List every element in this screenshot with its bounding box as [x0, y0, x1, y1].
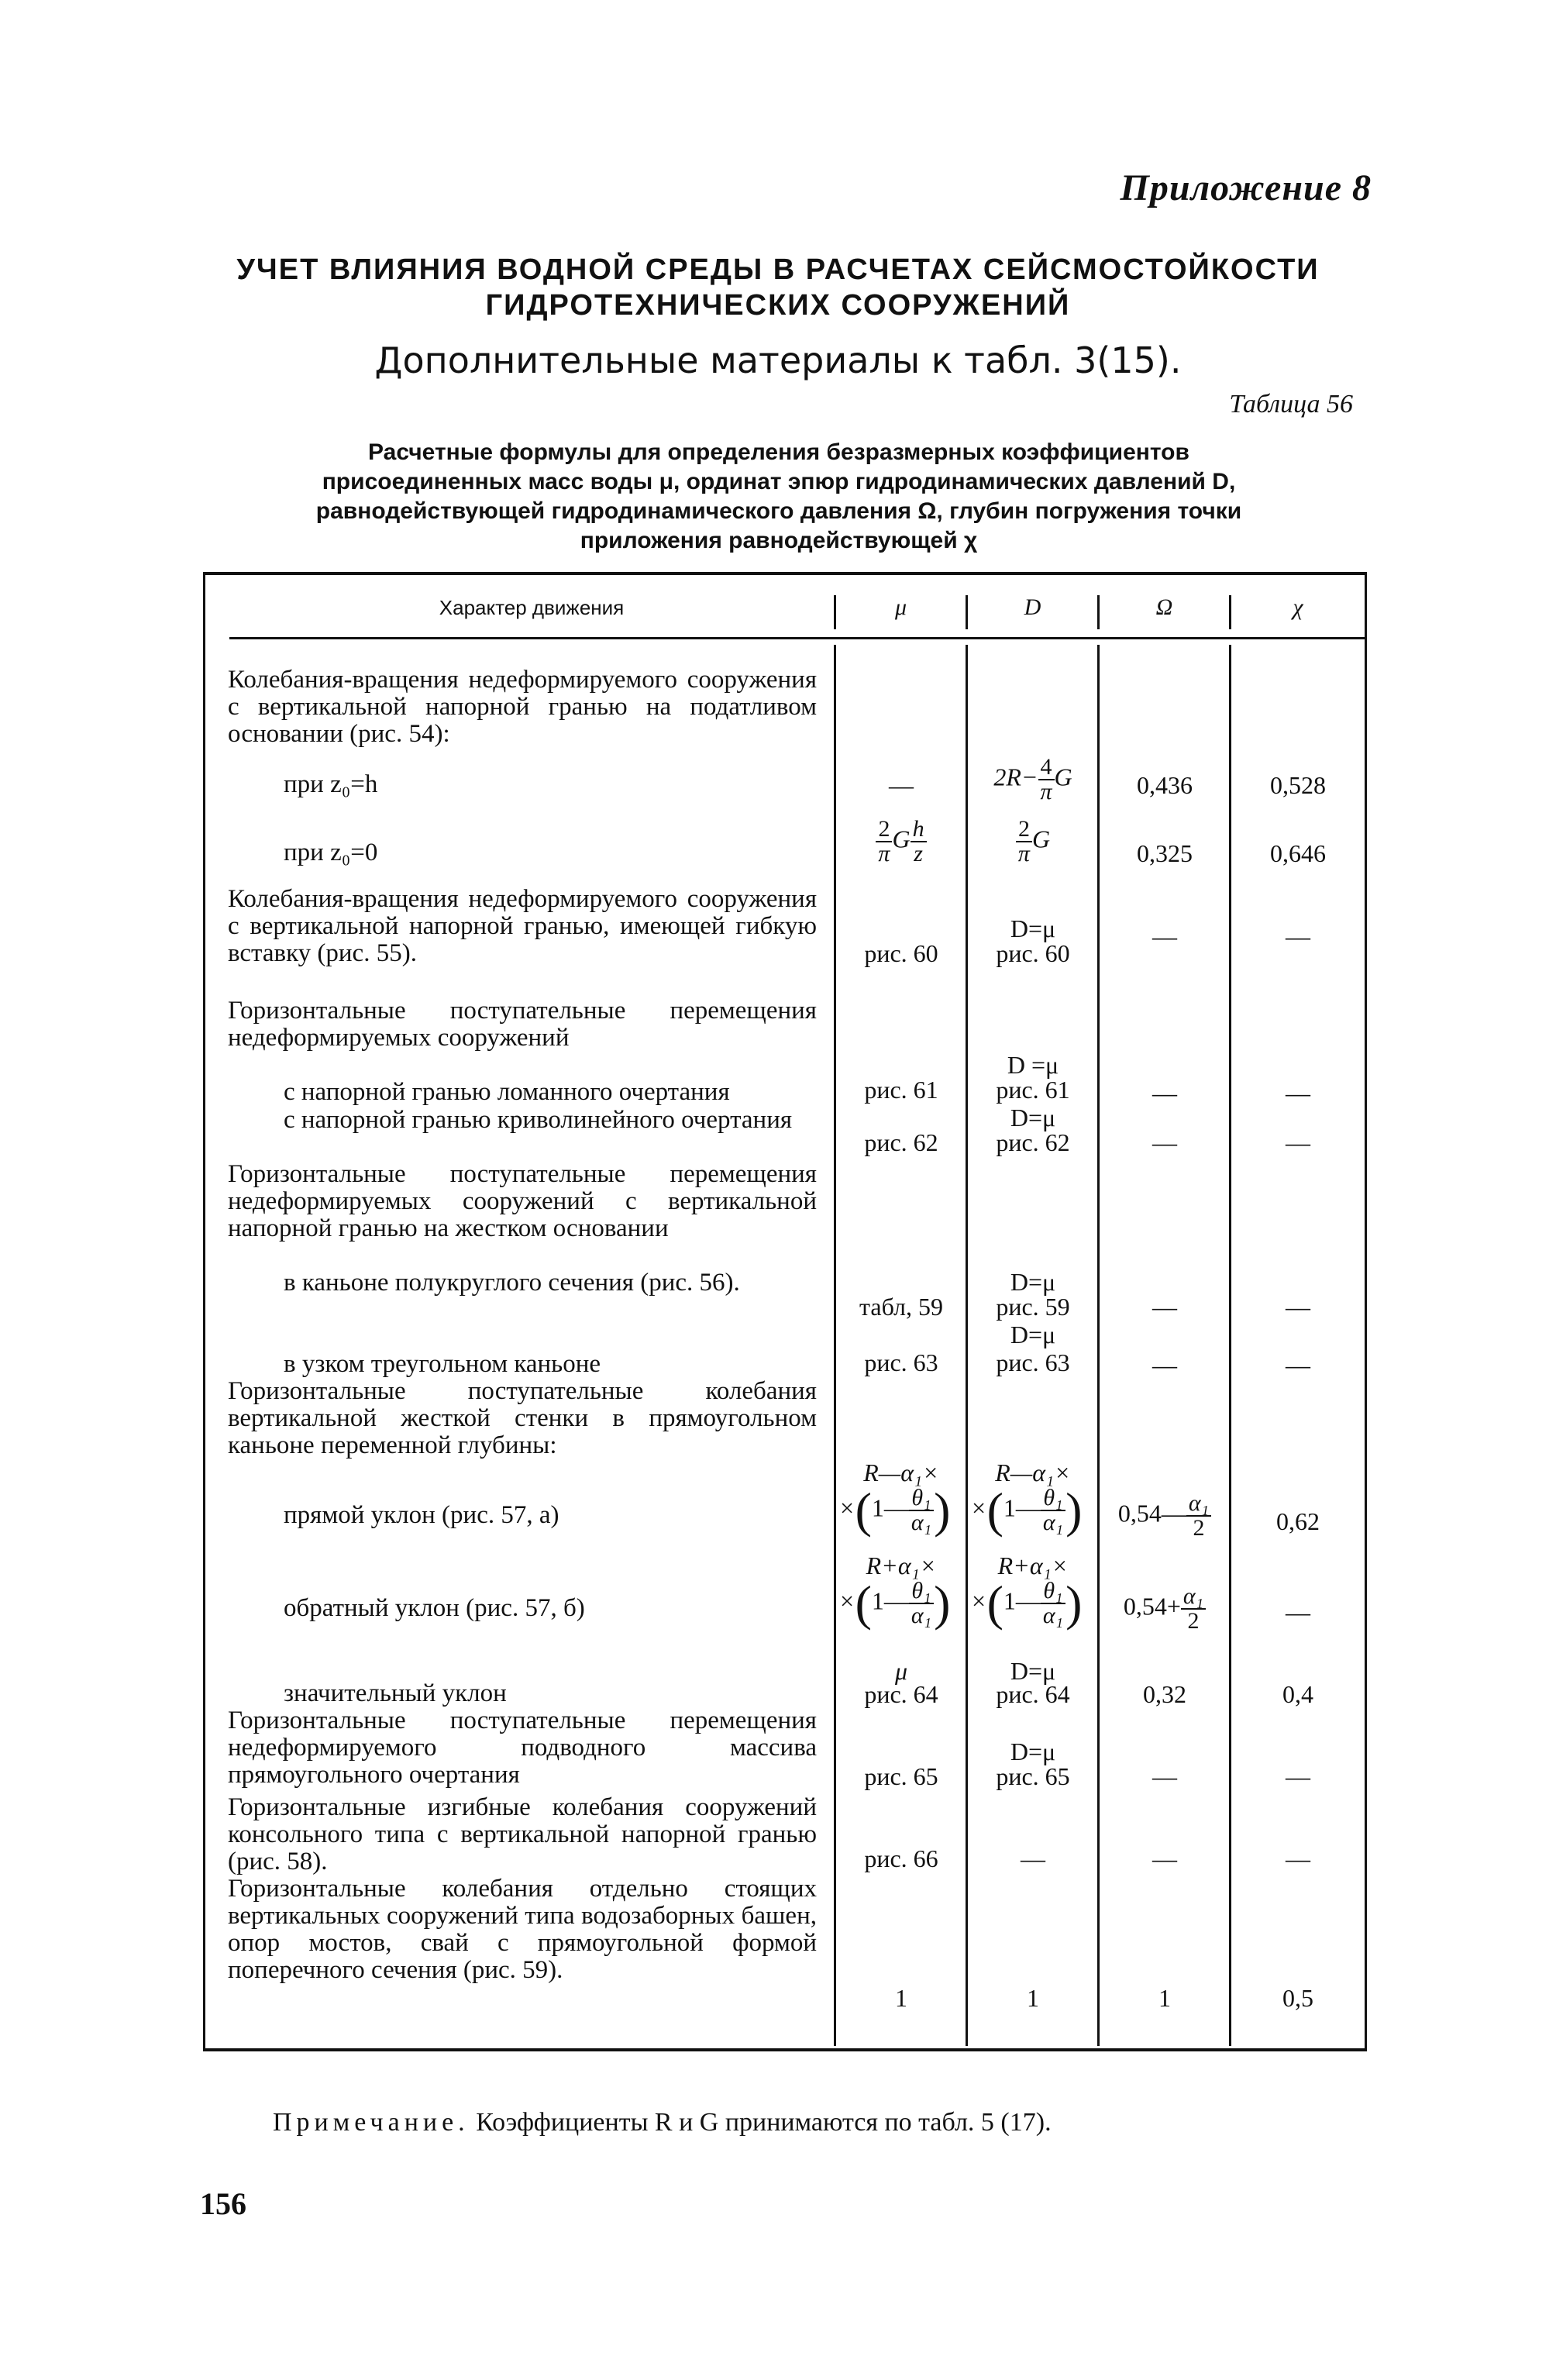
omega-formula — [1100, 1492, 1229, 1540]
chi-value: — — [1286, 1293, 1310, 1321]
row-description: Колебания-вращения недеформируемого сооружения с вертикальной напорной гранью на податливом основании (рис. 54): — [228, 666, 817, 748]
mu-value: рис. 65 — [864, 1762, 938, 1790]
D-value: рис. 63 — [996, 1348, 1070, 1376]
D-value: рис. 59 — [996, 1293, 1070, 1321]
mu-expr-part: G — [892, 825, 911, 853]
fraction-numerator: 4 — [1038, 756, 1055, 780]
chi-value: 0,4 — [1282, 1680, 1313, 1708]
D-value: рис. 64 — [996, 1680, 1070, 1708]
one-minus: 1— — [871, 1586, 909, 1615]
D-formula: D=μ — [1010, 1268, 1056, 1296]
chi-value: 0,62 — [1276, 1507, 1320, 1535]
mu-formula — [838, 1483, 967, 1538]
mu-value: рис. 66 — [864, 1844, 938, 1872]
row-description: Горизонтальные колебания отдельно стоящих вертикальных сооружений типа водозаборных башен, опор мостов, свай с прямоугольной формой поперечного сечения (рис. 59). — [228, 1875, 817, 1984]
one-minus: 1— — [1003, 1586, 1041, 1615]
D-value — [969, 756, 1097, 804]
fraction — [1041, 1486, 1065, 1534]
row-description: с напорной гранью ломанного очертания — [284, 1078, 730, 1106]
chi-value: 0,528 — [1270, 771, 1326, 799]
mu-value: — — [889, 771, 914, 799]
fraction — [1038, 756, 1055, 804]
row-description: Горизонтальные поступательные перемещения недеформируемых сооружений с вертикальной напорной гранью на жестком основании — [228, 1160, 817, 1242]
fraction — [1186, 1492, 1211, 1540]
fraction-numerator: 2 — [1016, 818, 1032, 842]
chi-value: 0,5 — [1282, 1984, 1313, 2012]
page-number: 156 — [200, 2186, 246, 2221]
fraction-denominator: π — [1017, 841, 1030, 866]
omega-value: — — [1152, 1351, 1177, 1379]
mu-value: рис. 62 — [864, 1128, 938, 1156]
omega-formula — [1100, 1585, 1229, 1633]
omega-expr-part: 0,54+ — [1123, 1592, 1181, 1621]
D-value: рис. 61 — [996, 1076, 1070, 1104]
D-value: 1 — [1027, 1984, 1039, 2012]
paren-open: ( — [855, 1483, 872, 1538]
document-subtitle: Дополнительные материалы к табл. 3(15). — [374, 339, 1182, 381]
fraction — [1181, 1585, 1206, 1633]
column-divider — [834, 645, 836, 2046]
chi-value: — — [1286, 1844, 1310, 1872]
column-divider — [1097, 645, 1100, 2046]
fraction-numerator: α₁ — [1186, 1492, 1211, 1517]
mu-value: рис. 63 — [864, 1348, 938, 1376]
row-description: с напорной гранью криволинейного очертания — [284, 1106, 793, 1134]
chi-value: — — [1286, 1598, 1310, 1626]
paren-close: ) — [1065, 1483, 1083, 1538]
D-formula: D=μ — [1010, 914, 1056, 942]
row-description: в каньоне полукруглого сечения (рис. 56). — [284, 1269, 740, 1297]
paren-open: ( — [986, 1483, 1003, 1538]
row-description: Горизонтальные поступательные колебания вертикальной жесткой стенки в прямоугольном каньоне переменной глубины: — [228, 1377, 817, 1459]
omega-value: — — [1152, 1128, 1177, 1156]
column-divider — [1229, 645, 1231, 2046]
fraction-denominator: 2 — [1187, 1608, 1200, 1634]
D-expr-part: 2R− — [993, 763, 1038, 791]
row-description: при z₀=0 — [284, 839, 378, 866]
mu-value: рис. 64 — [864, 1680, 938, 1708]
table-label: Таблица 56 — [1229, 390, 1353, 418]
mu-formula: μ — [894, 1657, 908, 1685]
table-bottom-rule — [203, 2048, 1367, 2051]
fraction-denominator: α₁ — [911, 1603, 932, 1628]
D-formula: D=μ — [1010, 1321, 1056, 1348]
fraction-denominator: 2 — [1193, 1515, 1205, 1541]
fraction-numerator: θ₁ — [909, 1579, 934, 1604]
omega-value: 0,325 — [1137, 839, 1193, 867]
header-character-of-motion: Характер движения — [439, 596, 625, 619]
paren-open: ( — [855, 1576, 872, 1631]
row-description: обратный уклон (рис. 57, б) — [284, 1594, 585, 1622]
omega-value: — — [1152, 1079, 1177, 1107]
mu-value: рис. 60 — [864, 939, 938, 967]
paren-close: ) — [934, 1483, 951, 1538]
paren-open: ( — [986, 1576, 1003, 1631]
fraction — [909, 1486, 934, 1534]
row-description: Горизонтальные поступательные перемещения недеформируемых сооружений — [228, 997, 817, 1052]
table-right-border — [1365, 573, 1367, 2050]
fraction — [876, 818, 892, 866]
chi-value: 0,646 — [1270, 839, 1326, 867]
D-value: рис. 60 — [996, 939, 1070, 967]
omega-value: — — [1152, 1844, 1177, 1872]
times-sign: × — [838, 1586, 855, 1615]
chi-value: — — [1286, 1079, 1310, 1107]
D-formula: D =μ — [1007, 1051, 1059, 1079]
row-description: Горизонтальные изгибные колебания сооружений консольного типа с вертикальной напорной гранью (рис. 58). — [228, 1793, 817, 1875]
D-formula — [970, 1483, 1099, 1538]
table-caption-line: равнодействующей гидродинамического давления Ω, глубин погружения точки — [315, 498, 1242, 524]
note-text: Коэффициенты R и G принимаются по табл. 5 (17). — [469, 2108, 1052, 2137]
D-expr-part: G — [1054, 763, 1072, 791]
mu-formula — [838, 1576, 967, 1631]
document-title-line1: УЧЕТ ВЛИЯНИЯ ВОДНОЙ СРЕДЫ В РАСЧЕТАХ СЕЙСМОСТОЙКОСТИ — [236, 253, 1320, 286]
D-formula: D=μ — [1010, 1738, 1056, 1765]
row-description: прямой уклон (рис. 57, а) — [284, 1501, 559, 1529]
table-caption-line: присоединенных масс воды μ, ординат эпюр гидродинамических давлений D, — [322, 469, 1236, 494]
times-sign: × — [838, 1493, 855, 1522]
fraction-denominator: π — [878, 841, 890, 866]
chi-value: — — [1286, 922, 1310, 950]
chi-value: — — [1286, 1128, 1310, 1156]
chi-value: — — [1286, 1762, 1310, 1790]
table-caption-line: Расчетные формулы для определения безразмерных коэффициентов — [368, 439, 1189, 465]
times-sign: × — [970, 1586, 987, 1615]
fraction-numerator: 2 — [876, 818, 892, 842]
one-minus: 1— — [871, 1493, 909, 1522]
appendix-label: Приложение 8 — [1120, 167, 1372, 208]
mu-value — [837, 818, 966, 866]
omega-value: 0,436 — [1137, 771, 1193, 799]
D-formula: R+α₁× — [997, 1552, 1069, 1579]
mu-value: 1 — [895, 1984, 907, 2012]
fraction-denominator: π — [1040, 779, 1052, 804]
D-formula: R—α₁× — [995, 1459, 1071, 1486]
fraction-denominator: α₁ — [1042, 1510, 1064, 1535]
row-description: Горизонтальные поступательные перемещения недеформируемого подводного массива прямоугольного очертания — [228, 1707, 817, 1789]
table-caption — [263, 438, 1294, 556]
times-sign: × — [970, 1493, 987, 1522]
paren-close: ) — [1065, 1576, 1083, 1631]
header-mu: μ — [894, 594, 907, 620]
one-minus: 1— — [1003, 1493, 1041, 1522]
fraction — [911, 818, 927, 866]
table-note — [273, 2108, 1052, 2137]
header-omega: Ω — [1155, 594, 1173, 620]
omega-value: — — [1152, 1293, 1177, 1321]
table-caption-line: приложения равнодействующей χ — [580, 528, 978, 553]
fraction — [909, 1579, 934, 1627]
mu-formula: R—α₁× — [863, 1459, 939, 1486]
fraction-numerator: θ₁ — [909, 1486, 934, 1511]
row-description: в узком треугольном каньоне — [284, 1350, 601, 1378]
omega-expr-part: 0,54— — [1117, 1499, 1186, 1528]
fraction-denominator: z — [914, 841, 923, 866]
table-header-rule — [229, 637, 1367, 639]
chi-value: — — [1286, 1351, 1310, 1379]
mu-value: рис. 61 — [864, 1076, 938, 1104]
row-description: значительный уклон — [284, 1679, 507, 1707]
paren-close: ) — [934, 1576, 951, 1631]
column-divider — [966, 645, 968, 2046]
mu-value: табл, 59 — [859, 1293, 944, 1321]
mu-formula: R+α₁× — [866, 1552, 937, 1579]
D-value: рис. 65 — [996, 1762, 1070, 1790]
fraction — [1016, 818, 1032, 866]
note-label: Примечание. — [273, 2108, 470, 2137]
omega-value: 1 — [1158, 1984, 1171, 2012]
fraction-numerator: α₁ — [1181, 1585, 1206, 1610]
D-value: — — [1021, 1844, 1045, 1872]
table-top-rule — [203, 572, 1367, 575]
fraction-denominator: α₁ — [1042, 1603, 1064, 1628]
fraction-denominator: α₁ — [911, 1510, 932, 1535]
fraction-numerator: θ₁ — [1041, 1486, 1065, 1511]
D-formula: D=μ — [1010, 1657, 1056, 1685]
omega-value: 0,32 — [1143, 1680, 1186, 1708]
D-formula: D=μ — [1010, 1104, 1056, 1131]
header-chi: χ — [1293, 594, 1303, 620]
D-formula — [970, 1576, 1099, 1631]
row-description: Колебания-вращения недеформируемого сооружения с вертикальной напорной гранью, имеющей гибкую вставку (рис. 55). — [228, 885, 817, 967]
fraction-numerator: θ₁ — [1041, 1579, 1065, 1604]
D-expr-part: G — [1031, 825, 1051, 853]
omega-value: — — [1152, 1762, 1177, 1790]
row-description: при z₀=h — [284, 770, 378, 798]
fraction-numerator: h — [911, 818, 927, 842]
D-value: рис. 62 — [996, 1128, 1070, 1156]
table-left-border — [203, 573, 205, 2050]
fraction — [1041, 1579, 1065, 1627]
header-D: D — [1024, 594, 1041, 620]
D-value — [969, 818, 1097, 866]
document-title-line2: ГИДРОТЕХНИЧЕСКИХ СООРУЖЕНИЙ — [485, 289, 1071, 322]
omega-value: — — [1152, 922, 1177, 950]
